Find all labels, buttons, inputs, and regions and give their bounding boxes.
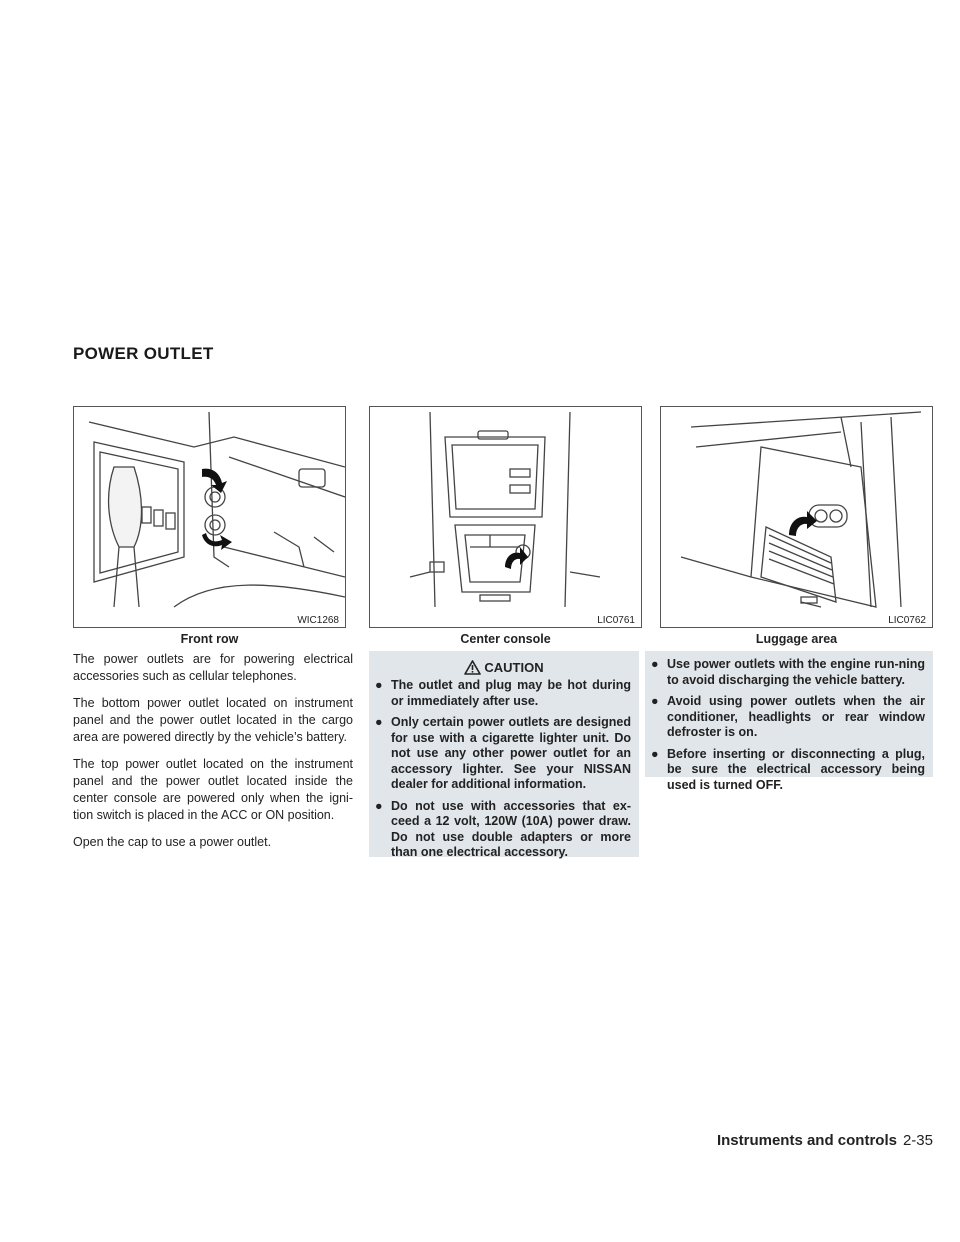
bullet: ● [375,715,383,729]
figure-code: LIC0762 [888,615,926,626]
paragraph: The power outlets are for powering electrical accessories such as cellular telephones. [73,652,353,683]
figure-caption: Front row [180,632,239,646]
center-console-illustration [370,407,641,627]
list-item: ● Avoid using power outlets when the air conditioner, headlights or rear window defroster is on. [651,694,925,739]
paragraph: The bottom power outlet located on instrument panel and the power outlet located in the cargo area are powered directly by the vehicle’s battery. [73,696,353,744]
bullet: ● [651,746,659,761]
bullet: ● [375,798,383,813]
caution-heading [369,651,639,678]
list-item: ● Use power outlets with the engine run-ning to avoid discharging the vehicle battery. [651,657,925,687]
caution-title: CAUTION [484,659,544,675]
paragraph: Open the cap to use a power outlet. [73,835,272,849]
paragraph: The top power outlet located on the instrument panel and the power outlet located inside the center console are powered only when the igni-tion switch is placed in the ACC or ON position. [73,757,353,822]
section-title: POWER OUTLET [73,344,214,363]
list-item: ● Only certain power outlets are designed for use with a cigarette lighter unit. Do not use any other power outlet for an accessory lighter. See your NISSAN dealer for additional information. [375,715,631,791]
figure-luggage-area [660,406,933,628]
front-row-illustration [74,407,345,627]
body-text [73,651,353,861]
footer-section: Instruments and controls [716,1132,897,1149]
bullet: ● [375,678,383,692]
caution-box [369,651,639,857]
caution-list [645,651,933,793]
page-number: 2-35 [902,1132,933,1149]
caution-list [369,678,639,861]
figure-caption: Luggage area [755,632,838,646]
luggage-area-illustration [661,407,932,627]
figure-caption: Center console [460,632,551,646]
bullet: ● [651,657,659,671]
figure-code: WIC1268 [297,615,339,626]
bullet: ● [651,694,659,708]
page-footer [717,1132,933,1149]
figure-code: LIC0761 [597,615,635,626]
list-item: ● The outlet and plug may be hot during or immediately after use. [375,678,631,708]
caution-box-continued [645,651,933,792]
list-item: ● Do not use with accessories that ex-ceed a 12 volt, 120W (10A) power draw. Do not use double adapters or more than one electrical accessory. [375,798,631,859]
figure-center-console [369,406,642,628]
list-item: ● Before inserting or disconnecting a plug, be sure the electrical accessory being used is turned OFF. [651,746,925,792]
warning-icon [464,660,481,675]
figure-front-row [73,406,346,628]
